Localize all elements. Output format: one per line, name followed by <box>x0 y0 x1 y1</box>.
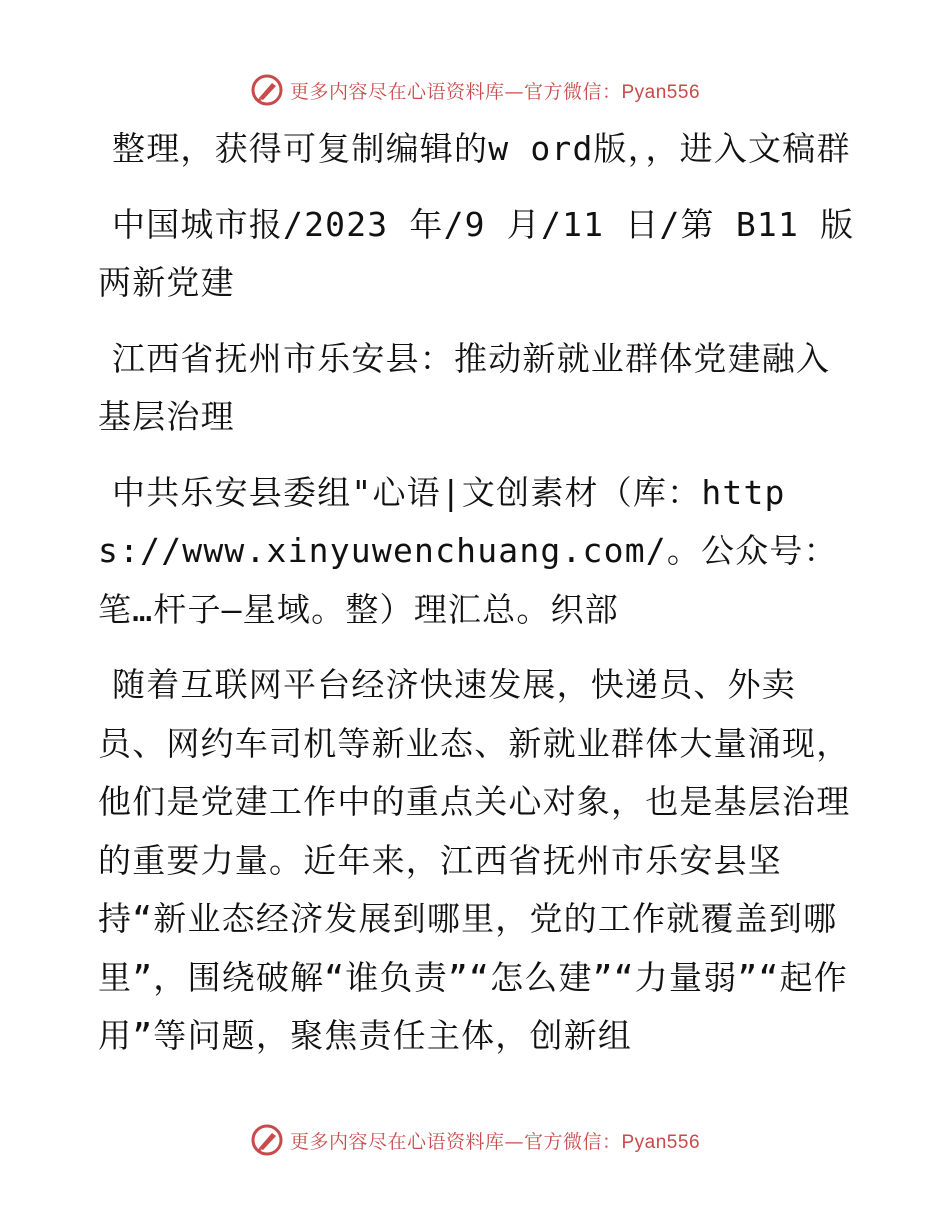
paragraph-body: 随着互联网平台经济快速发展，快递员、外卖员、网约车司机等新业态、新就业群体大量涌现，他们是党建工作中的重点关心对象，也是基层治理的重要力量。近年来，江西省抚州市乐安县坚持“新业态经济发展到哪里，党的工作就覆盖到哪里”，围绕破解“谁负责”“怎么建”“力量弱”“起作用”等问题，聚焦责任主体，创新组 <box>98 665 851 1055</box>
paragraph-source: 中国城市报/2023 年/9 月/11 日/第 B11 版两新党建 <box>98 204 855 302</box>
document-body <box>98 120 858 1083</box>
banner-text: 更多内容尽在心语资料库—官方微信：Pyan556 <box>289 1130 701 1153</box>
paragraph-intro: 整理，获得可复制编辑的w ord版，，进入文稿群 <box>112 129 851 168</box>
pen-logo-icon <box>250 73 284 107</box>
paragraph-author: 中共乐安县委组"心语|文创素材（库：https://www.xinyuwenchuang.com/。公众号：笔…杆子—星域。整）理汇总。织部 <box>98 472 838 629</box>
footer-banner <box>0 1120 950 1160</box>
header-banner <box>0 70 950 110</box>
paragraph-title: 江西省抚州市乐安县：推动新就业群体党建融入基层治理 <box>98 338 831 436</box>
banner-text: 更多内容尽在心语资料库—官方微信：Pyan556 <box>289 80 701 103</box>
banner-account: Pyan556 <box>621 81 701 103</box>
banner-account: Pyan556 <box>621 1131 701 1153</box>
pen-logo-icon <box>250 1123 284 1157</box>
